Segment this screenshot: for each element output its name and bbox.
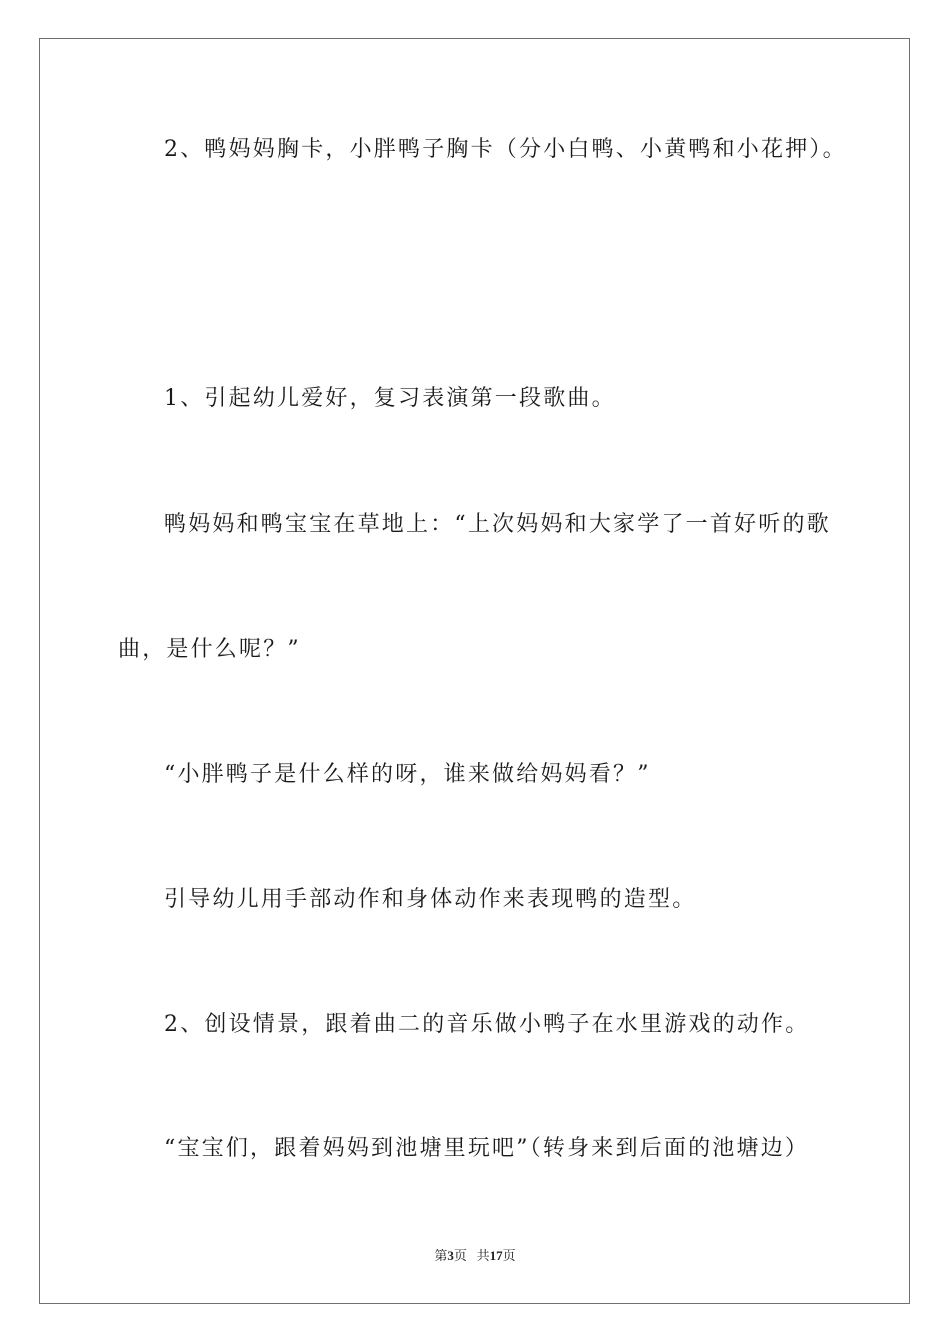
page-border bbox=[39, 38, 910, 1304]
footer-total-prefix: 共 bbox=[476, 1248, 490, 1263]
footer-total-pages: 17 bbox=[489, 1248, 503, 1263]
footer-page-suffix: 页 bbox=[453, 1248, 467, 1263]
paragraph-dialogue-line-1: 鸭妈妈和鸭宝宝在草地上：“上次妈妈和大家学了一首好听的歌 bbox=[164, 512, 831, 537]
footer-prefix: 第 bbox=[434, 1248, 448, 1263]
paragraph-question: “小胖鸭子是什么样的呀，谁来做给妈妈看？” bbox=[164, 762, 651, 787]
page-footer bbox=[0, 1248, 950, 1264]
footer-total-suffix: 页 bbox=[502, 1248, 516, 1263]
paragraph-guidance: 引导幼儿用手部动作和身体动作来表现鸭的造型。 bbox=[164, 887, 697, 912]
footer-page-number: 3 bbox=[447, 1248, 454, 1263]
paragraph-invitation: “宝宝们，跟着妈妈到池塘里玩吧”（转身来到后面的池塘边） bbox=[164, 1136, 810, 1161]
paragraph-dialogue-line-2: 曲，是什么呢？” bbox=[118, 637, 301, 662]
paragraph-step-1: 1、引起幼儿爱好，复习表演第一段歌曲。 bbox=[164, 386, 616, 411]
paragraph-materials-2: 2、鸭妈妈胸卡，小胖鸭子胸卡（分小白鸭、小黄鸭和小花押）。 bbox=[164, 137, 847, 162]
paragraph-step-2: 2、创设情景，跟着曲二的音乐做小鸭子在水里游戏的动作。 bbox=[164, 1012, 810, 1037]
